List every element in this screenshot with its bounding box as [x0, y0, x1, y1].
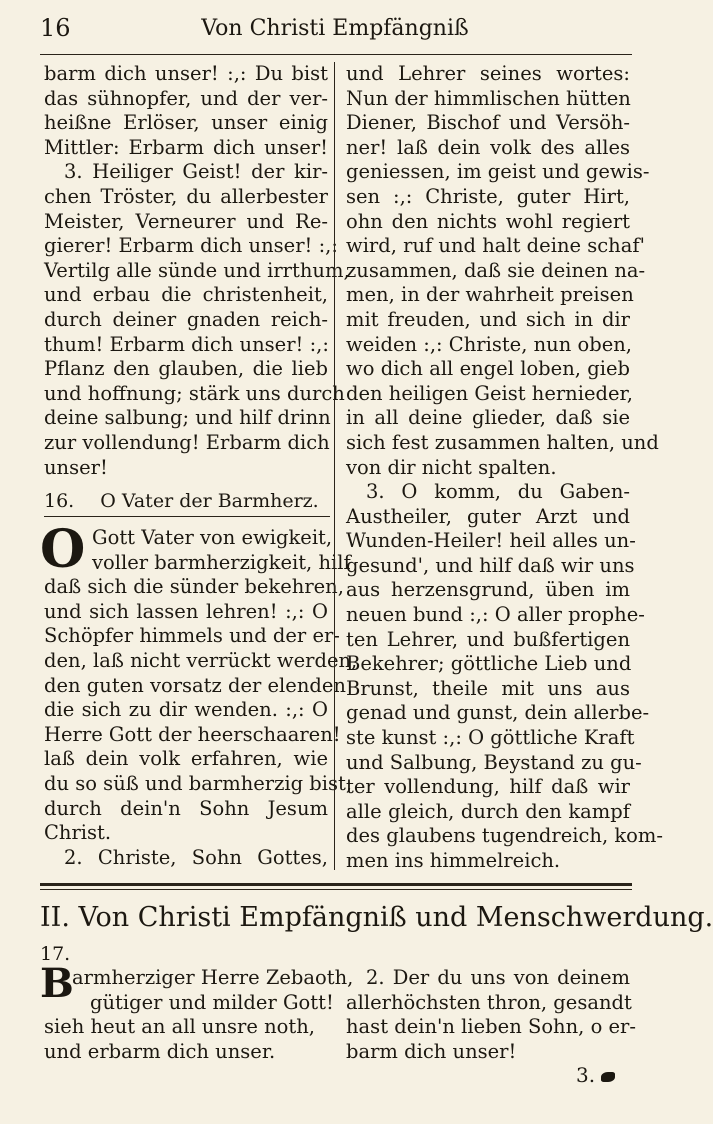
text-line: zusammen, daß sie deinen na-	[346, 258, 646, 282]
text-line: barm dich unser!	[346, 1039, 517, 1063]
text-line: Mittler: Erbarm dich unser!	[44, 135, 328, 159]
text-line: chen Tröster, du allerbester	[44, 184, 328, 208]
text-line: sich fest zusammen halten, und	[346, 430, 659, 454]
text-line: geniessen, im geist und gewis-	[346, 160, 650, 184]
text-line: das sühnopfer, und der ver-	[44, 86, 328, 110]
text-line: 2. Der du uns von deinem	[366, 966, 630, 989]
text-line: barm dich unser! :,: Du bist	[44, 62, 328, 85]
section-rule-thick	[40, 883, 632, 886]
text-line: den heiligen Geist hernieder,	[346, 381, 633, 405]
text-line: weiden :,: Christe, nun oben,	[346, 332, 632, 356]
hymn16-title: O Vater der Barmherz.	[100, 490, 319, 512]
text-line: und erbarm dich unser.	[44, 1039, 276, 1063]
text-line: Brunst, theile mit uns aus	[346, 676, 630, 700]
hymn17-left-text	[44, 966, 354, 1064]
text-line: Diener, Bischof und Versöh-	[346, 111, 630, 135]
text-line: und Salbung, Beystand zu gu-	[346, 750, 642, 774]
section-rule-thin	[40, 889, 632, 890]
header-rule	[40, 54, 632, 55]
text-line: Vertilg alle sünde und irrthum,	[44, 258, 350, 282]
text-line: allerhöchsten thron, gesandt	[346, 990, 632, 1014]
text-line: armherziger Herre Zebaoth,	[72, 966, 354, 989]
text-line: mit freuden, und sich in dir	[346, 307, 630, 331]
text-line: den guten vorsatz der elenden	[44, 673, 346, 697]
text-line: men ins himmelreich.	[346, 849, 561, 872]
text-line: und erbau die christenheit,	[44, 283, 328, 307]
text-line: den, laß nicht verrückt werden,	[44, 648, 358, 672]
text-line: 2. Christe, Sohn Gottes,	[64, 845, 328, 869]
text-line: du so süß und barmherzig bist,	[44, 771, 353, 795]
text-line: Schöpfer himmels und der er-	[44, 624, 340, 648]
text-line: wird, ruf und halt deine schaf'	[346, 234, 645, 258]
text-line: genad und gunst, dein allerbe-	[346, 701, 650, 725]
text-line: Wunden-Heiler! heil alles un-	[346, 529, 636, 553]
text-line: von dir nicht spalten.	[346, 455, 557, 479]
text-line: des glaubens tugendreich, kom-	[346, 824, 663, 848]
hymn17-right-text	[346, 966, 636, 1064]
text-line: Herre Gott der heerschaaren!	[44, 722, 341, 746]
text-line: 3. Heiliger Geist! der kir-	[64, 160, 328, 184]
running-head	[40, 14, 630, 48]
hymn16-heading	[44, 490, 334, 512]
text-line: laß dein volk erfahren, wie	[44, 747, 328, 771]
text-line: gierer! Erbarm dich unser! :,:	[44, 234, 338, 258]
text-line: und sich lassen lehren! :,: O	[44, 599, 328, 623]
text-line: 3. O komm, du Gaben-	[366, 480, 630, 504]
text-line: Nun der himmlischen hütten	[346, 86, 631, 110]
text-line: unser!	[44, 455, 108, 479]
text-line: men, in der wahrheit preisen	[346, 283, 634, 307]
right-column	[346, 62, 663, 874]
section-title: II. Von Christi Empfängniß und Menschwerdung.	[40, 902, 713, 933]
text-line: Christ.	[44, 821, 112, 845]
text-line: durch dein'n Sohn Jesum	[44, 796, 328, 820]
text-line: voller barmherzigkeit, hilf	[92, 550, 351, 574]
text-line: deine salbung; und hilf drinn	[44, 406, 331, 430]
text-line: sen :,: Christe, guter Hirt,	[346, 184, 630, 208]
hymn17-dropcap: B	[40, 960, 74, 1007]
column-separator	[334, 62, 335, 870]
text-line: Bekehrer; göttliche Lieb und	[346, 652, 632, 676]
text-line: thum! Erbarm dich unser! :,:	[44, 332, 329, 356]
text-line: ter vollendung, hilf daß wir	[346, 775, 630, 799]
hymn17-number: 17.	[40, 943, 71, 965]
left-column-hymn16	[44, 526, 358, 870]
hymn15-text	[44, 62, 350, 480]
catchword	[576, 1063, 615, 1087]
text-line: und hoffnung; stärk uns durch	[44, 381, 345, 405]
hymn17-right	[346, 966, 636, 1064]
text-line: Austheiler, guter Arzt und	[346, 504, 630, 528]
text-line: daß sich die sünder bekehren,	[44, 575, 344, 599]
text-line: ner! laß dein volk des alles	[346, 135, 630, 159]
text-line: wo dich all engel loben, gieb	[346, 357, 630, 381]
right-column-text	[346, 62, 663, 874]
hymn17-left	[44, 966, 354, 1064]
hymn16-rule	[44, 516, 330, 517]
text-line: durch deiner gnaden reich-	[44, 307, 328, 331]
page-number: 16	[40, 14, 71, 42]
hymn16-text	[44, 526, 358, 870]
text-line: sieh heut an all unsre noth,	[44, 1015, 315, 1039]
text-line: die sich zu dir wenden. :,: O	[44, 698, 328, 722]
text-line: gütiger und milder Gott!	[90, 990, 334, 1014]
hymn16-number: 16.	[44, 490, 75, 512]
text-line: Pflanz den glauben, die lieb	[44, 357, 328, 381]
text-line: in all deine glieder, daß sie	[346, 406, 630, 430]
text-line: Meister, Verneurer und Re-	[44, 209, 328, 233]
text-line: ten Lehrer, und bußfertigen	[346, 627, 630, 651]
text-line: heißne Erlöser, unser einig	[44, 111, 328, 135]
left-column-hymn15	[44, 62, 350, 480]
text-line: gesund', und hilf daß wir uns	[346, 553, 635, 577]
text-line: neuen bund :,: O aller prophe-	[346, 603, 645, 627]
text-line: Gott Vater von ewigkeit,	[92, 526, 333, 549]
running-title: Von Christi Empfängniß	[201, 16, 469, 41]
text-line: alle gleich, durch den kampf	[346, 799, 630, 823]
hymn16-dropcap: O	[40, 519, 86, 580]
fleuron-icon	[601, 1072, 615, 1082]
text-line: ste kunst :,: O göttliche Kraft	[346, 726, 635, 750]
text-line: und Lehrer seines wortes:	[346, 62, 630, 85]
text-line: ohn den nichts wohl regiert	[346, 209, 630, 233]
catchword-text: 3.	[576, 1063, 596, 1087]
text-line: hast dein'n lieben Sohn, o er-	[346, 1015, 636, 1039]
text-line: zur vollendung! Erbarm dich	[44, 430, 330, 454]
text-line: aus herzensgrund, üben im	[346, 578, 630, 602]
